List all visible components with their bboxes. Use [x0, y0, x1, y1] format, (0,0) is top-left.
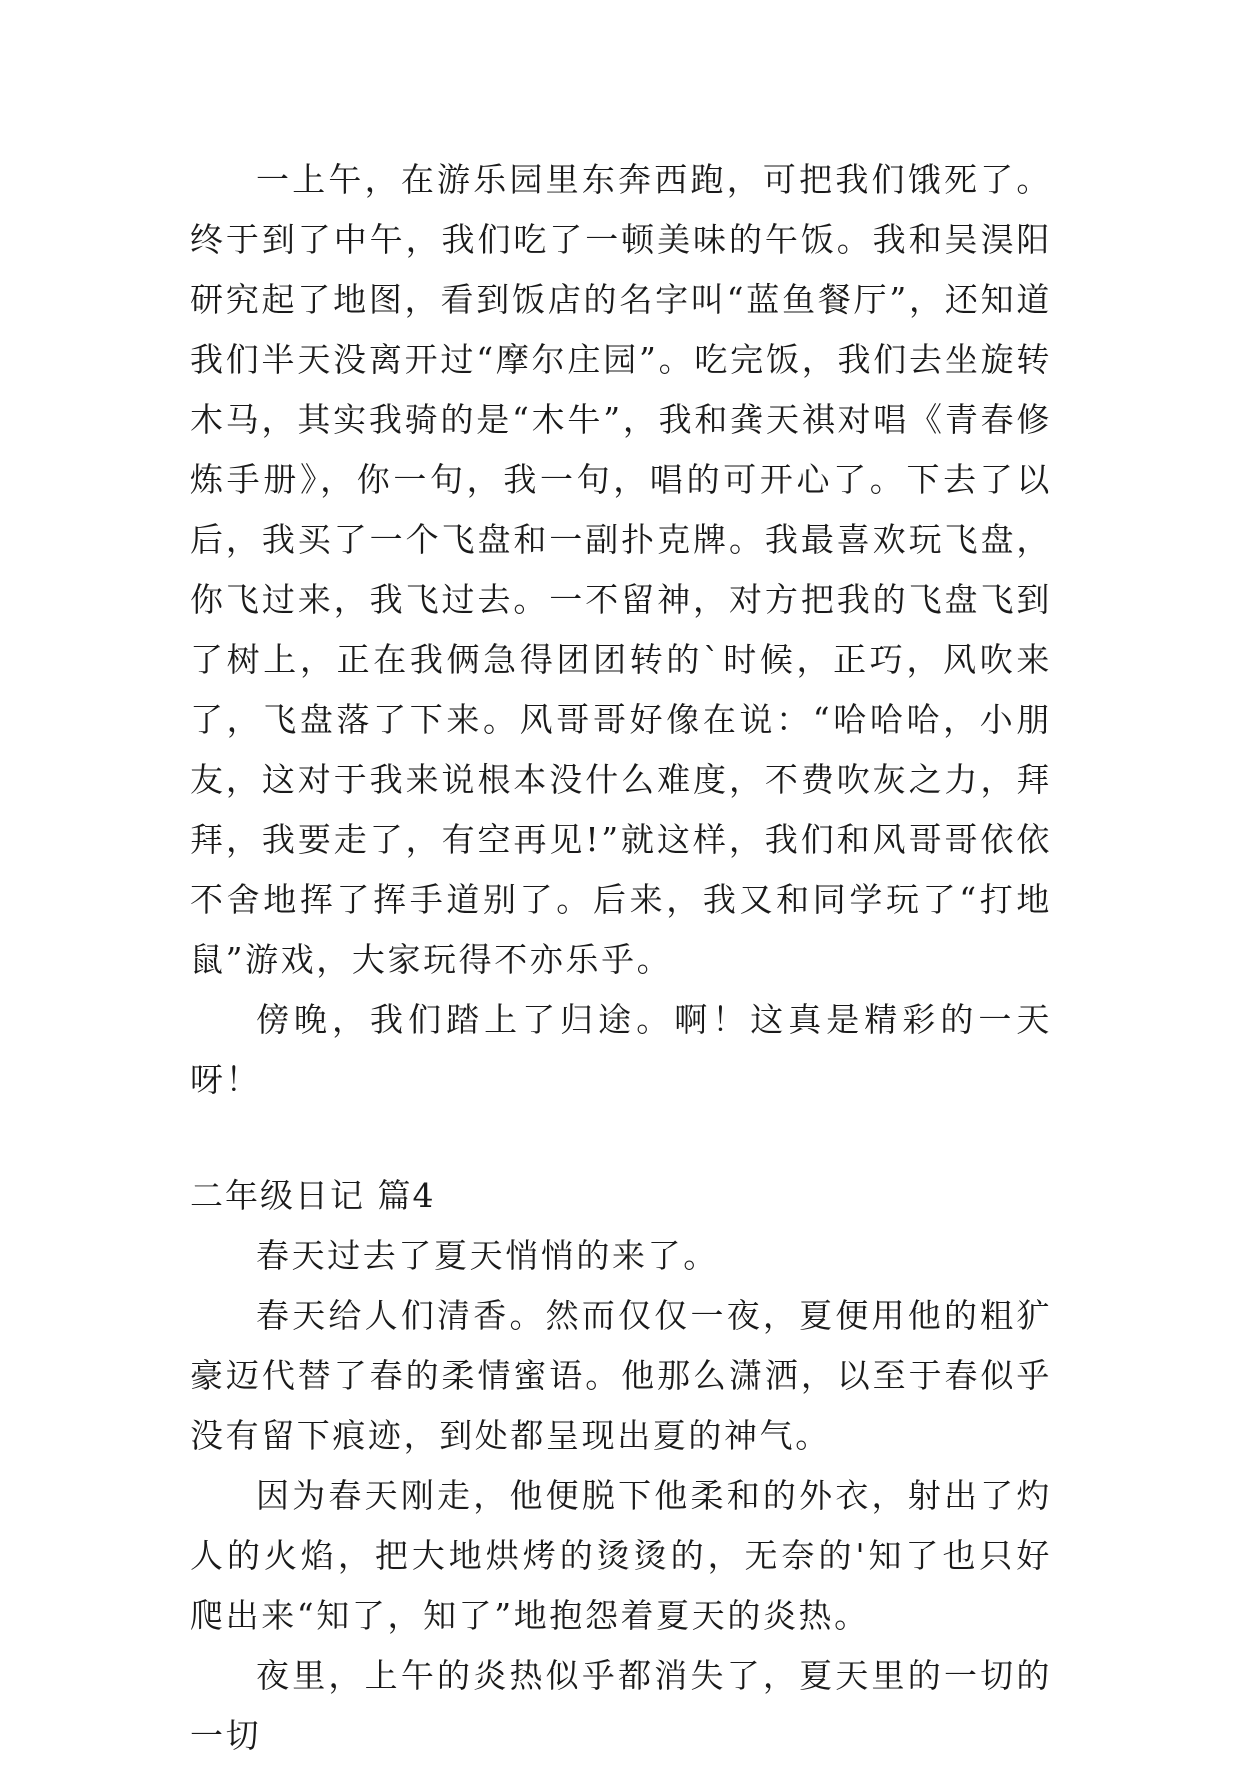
paragraph-spring-fragrance: 春天给人们清香。然而仅仅一夜，夏便用他的粗犷豪迈代替了春的柔情蜜语。他那么潇洒，以至于春似乎没有留下痕迹，到处都呈现出夏的神气。 [190, 1296, 1052, 1455]
paragraph-summer-arrives: 春天过去了夏天悄悄的来了。 [256, 1236, 719, 1275]
paragraph-amusement-park: 一上午，在游乐园里东奔西跑，可把我们饿死了。终于到了中午，我们吃了一顿美味的午饭。我和吴淏阳研究起了地图，看到饭店的名字叫“蓝鱼餐厅”，还知道我们半天没离开过“摩尔庄园”。吃完饭，我们去坐旋转木马，其实我骑的是“木牛”，我和龚天祺对唱《青春修炼手册》，你一句，我一句，唱的可开心了。下去了以后，我买了一个飞盘和一副扑克牌。我最喜欢玩飞盘，你飞过来，我飞过去。一不留神，对方把我的飞盘飞到了树上，正在我俩急得团团转的`时候，正巧，风吹来了，飞盘落了下来。风哥哥好像在说：“哈哈哈，小朋友，这对于我来说根本没什么难度，不费吹灰之力，拜拜，我要走了，有空再见!”就这样，我们和风哥哥依依不舍地挥了挥手道别了。后来，我又和同学玩了“打地鼠”游戏，大家玩得不亦乐乎。 [190, 160, 1052, 979]
paragraph-night: 夜里，上午的炎热似乎都消失了，夏天里的一切的一切 [190, 1656, 1052, 1755]
paragraph-evening: 傍晚，我们踏上了归途。啊！这真是精彩的一天呀！ [190, 1000, 1052, 1099]
document-page [190, 150, 1052, 1766]
section-heading: 二年级日记 篇4 [190, 1176, 436, 1215]
paragraph-summer-heat: 因为春天刚走，他便脱下他柔和的外衣，射出了灼人的火焰，把大地烘烤的烫烫的，无奈的'知了也只好爬出来“知了，知了”地抱怨着夏天的炎热。 [190, 1476, 1052, 1635]
